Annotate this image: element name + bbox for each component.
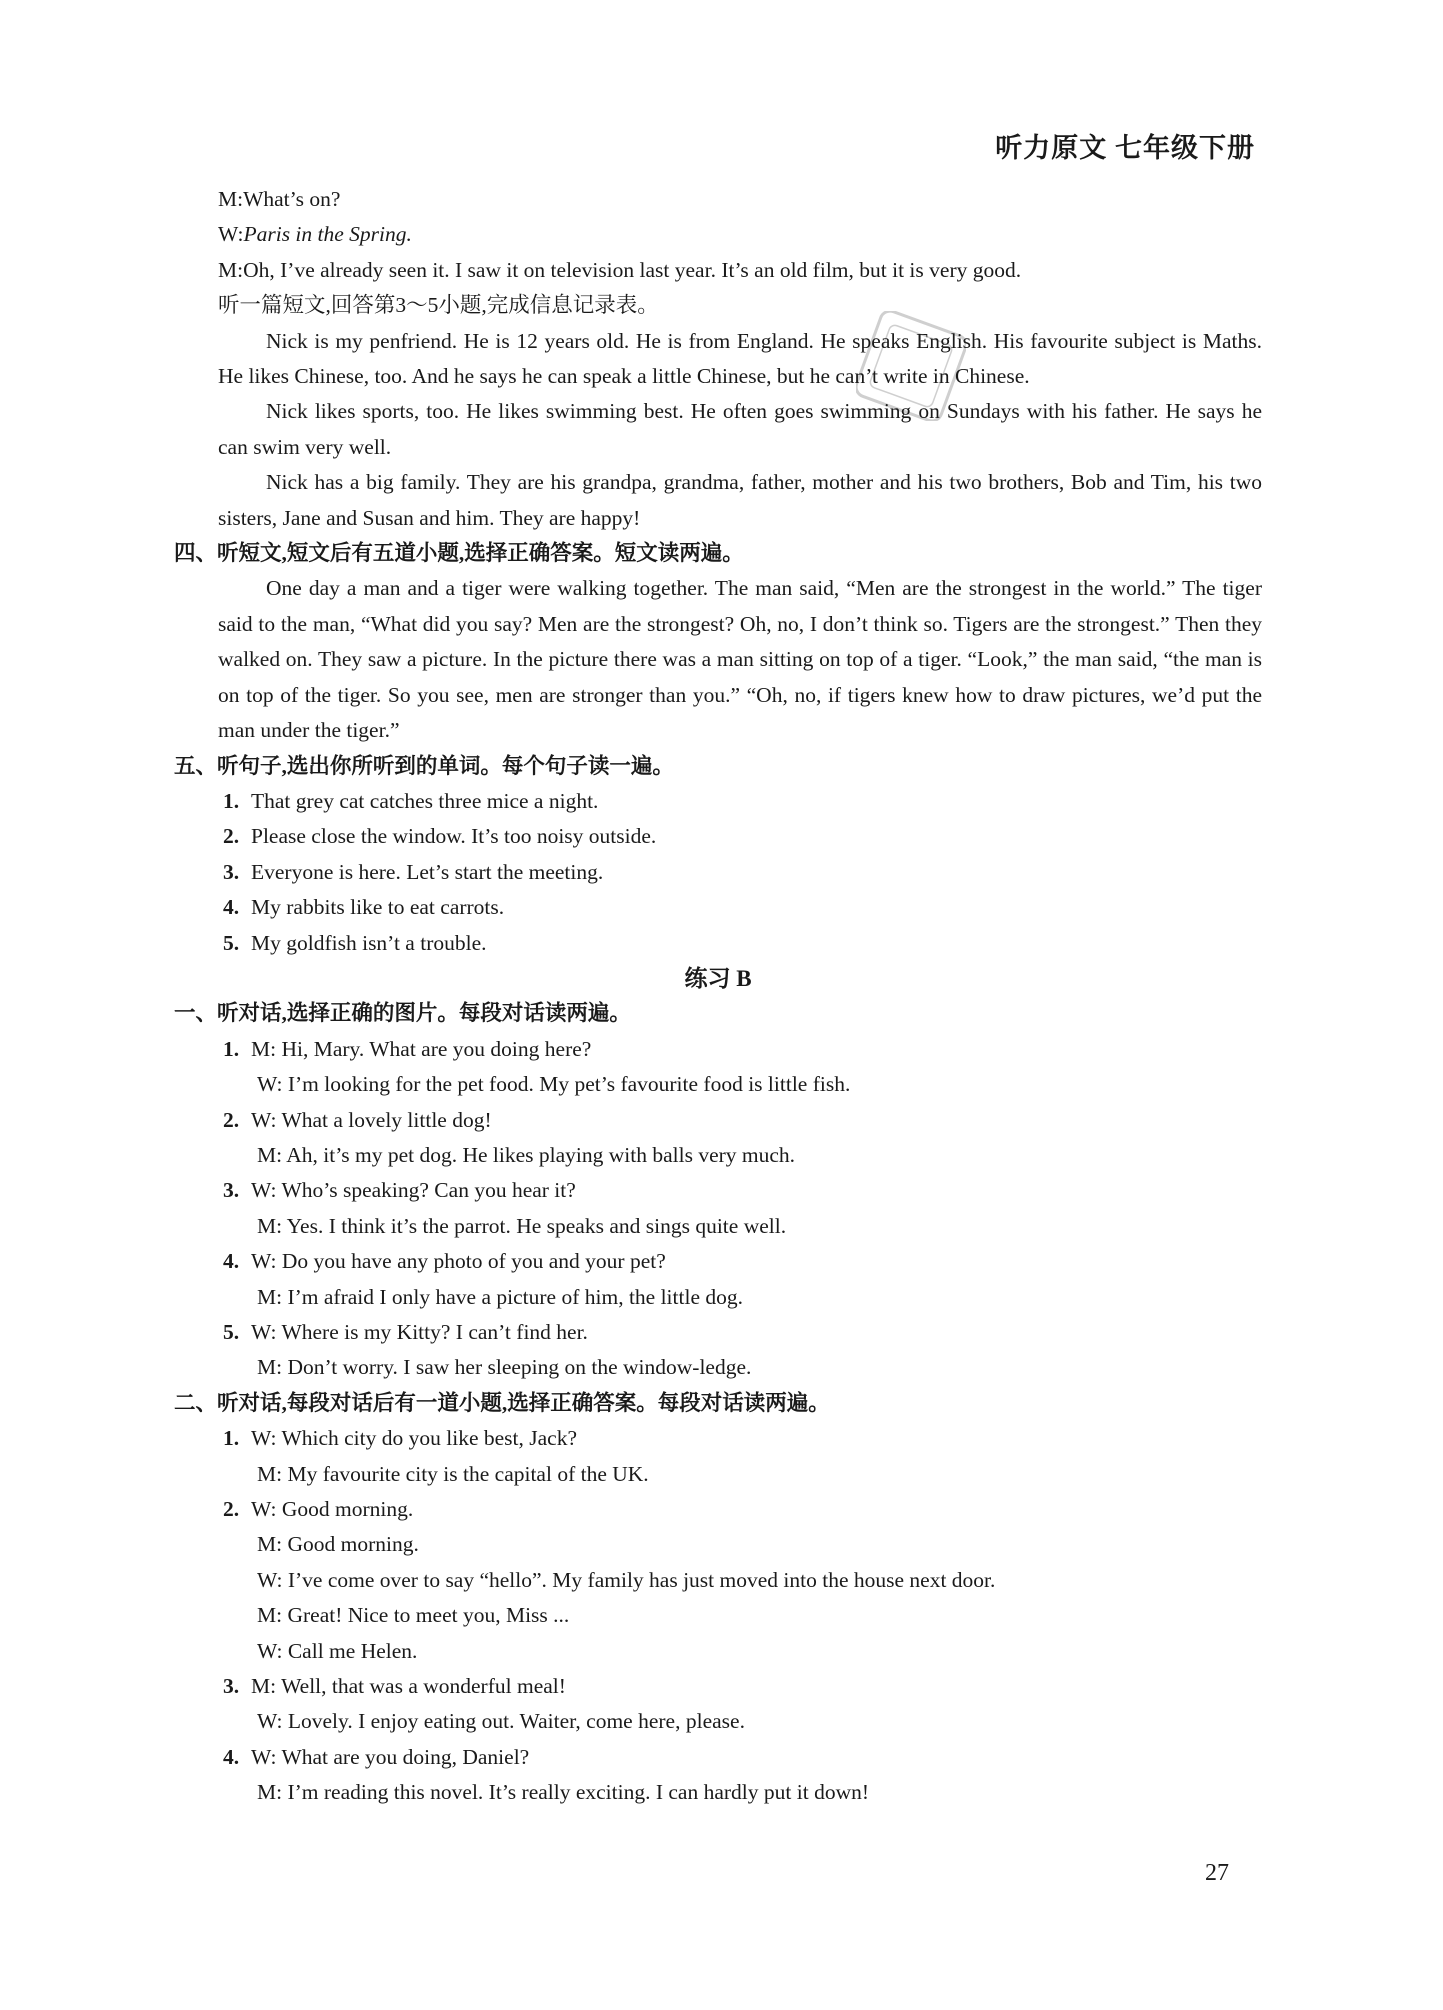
dialog-line: M:What’s on? [218,187,341,211]
page-header: 听力原文 七年级下册 [995,133,1255,163]
dialog-line: M: My favourite city is the capital of the UK. [257,1461,649,1486]
sentence-item: 1. That grey cat catches three mice a night. [223,788,599,813]
passage-paragraph: Nick has a big family. They are his grandpa, grandma, father, mother and his two brothers, Bob and Tim, his two sisters, Jane and Susan and him. They are happy! [218,470,1262,530]
dialog-item: 1. W: Which city do you like best, Jack? [223,1426,577,1451]
sentence-item: 5. My goldfish isn’t a trouble. [223,930,487,955]
sentence-item: 3. Everyone is here. Let’s start the meeting. [223,859,604,884]
section-title: 二、听对话,每段对话后有一道小题,选择正确答案。每段对话读两遍。 [174,1390,830,1415]
dialog-line: M: Don’t worry. I saw her sleeping on the window-ledge. [257,1355,752,1380]
dialog-item: 2. W: What a lovely little dog! [223,1107,492,1132]
passage-paragraph: Nick likes sports, too. He likes swimming best. He often goes swimming on Sundays with his father. He says he can swim very well. [218,399,1262,459]
dialog-item: 4. W: What are you doing, Daniel? [223,1744,530,1769]
dialog-line: W:Paris in the Spring. [218,222,412,247]
dialog-item: 5. W: Where is my Kitty? I can’t find her. [223,1320,588,1344]
dialog-line: M: I’m reading this novel. It’s really exciting. I can hardly put it down! [257,1780,870,1805]
dialog-line: M: Ah, it’s my pet dog. He likes playing with balls very much. [257,1142,796,1167]
passage-paragraph: One day a man and a tiger were walking together. The man said, “Men are the strongest in the world.” The tiger said to the man, “What did you say? Men are the strongest? Oh, no, I don’t think so. Tigers are the strongest.” Then they walked on. They saw a picture. In the picture there was a man sitting on top of a tiger. “Look,” the man said, “the man is on top of the tiger. So you see, men are stronger than you.” “Oh, no, if tigers knew how to draw pictures, we’d put the man under the tiger.” [218,576,1262,743]
document-body [174,182,1262,1811]
page-number: 27 [1205,1860,1229,1886]
dialog-line: M: Good morning. [257,1532,419,1557]
dialog-line: W: I’m looking for the pet food. My pet’s favourite food is little fish. [257,1072,851,1097]
dialog-line: M: Yes. I think it’s the parrot. He speaks and sings quite well. [257,1213,787,1238]
dialog-line: W: Lovely. I enjoy eating out. Waiter, come here, please. [257,1709,745,1734]
sentence-item: 4. My rabbits like to eat carrots. [223,895,505,920]
dialog-item: 4. W: Do you have any photo of you and your pet? [223,1249,666,1274]
section-title: 五、听句子,选出你所听到的单词。每个句子读一遍。 [174,753,674,778]
dialog-item: 3. M: Well, that was a wonderful meal! [223,1674,566,1699]
dialog-line: W: I’ve come over to say “hello”. My family has just moved into the house next door. [257,1567,996,1592]
dialog-line: M:Oh, I’ve already seen it. I saw it on television last year. It’s an old film, but it is very good. [218,257,1022,282]
dialog-line: W: Call me Helen. [257,1638,418,1663]
dialog-item: 3. W: Who’s speaking? Can you hear it? [223,1178,576,1203]
sentence-item: 2. Please close the window. It’s too noisy outside. [223,824,657,849]
passage-paragraph: Nick is my penfriend. He is 12 years old. He is from England. He speaks English. His favourite subject is Maths. He likes Chinese, too. And he says he can speak a little Chinese, but he can’t write in Chinese. [218,328,1262,389]
dialog-line: M: I’m afraid I only have a picture of him, the little dog. [257,1284,743,1309]
practice-title: 练习 B [684,965,752,991]
dialog-item: 1. M: Hi, Mary. What are you doing here? [223,1036,592,1061]
dialog-item: 2. W: Good morning. [223,1497,414,1522]
section-title: 一、听对话,选择正确的图片。每段对话读两遍。 [174,1001,631,1026]
passage-instruction: 听一篇短文,回答第3～5小题,完成信息记录表。 [218,293,659,318]
section-title: 四、听短文,短文后有五道小题,选择正确答案。短文读两遍。 [174,541,744,566]
dialog-line: M: Great! Nice to meet you, Miss ... [257,1603,570,1628]
